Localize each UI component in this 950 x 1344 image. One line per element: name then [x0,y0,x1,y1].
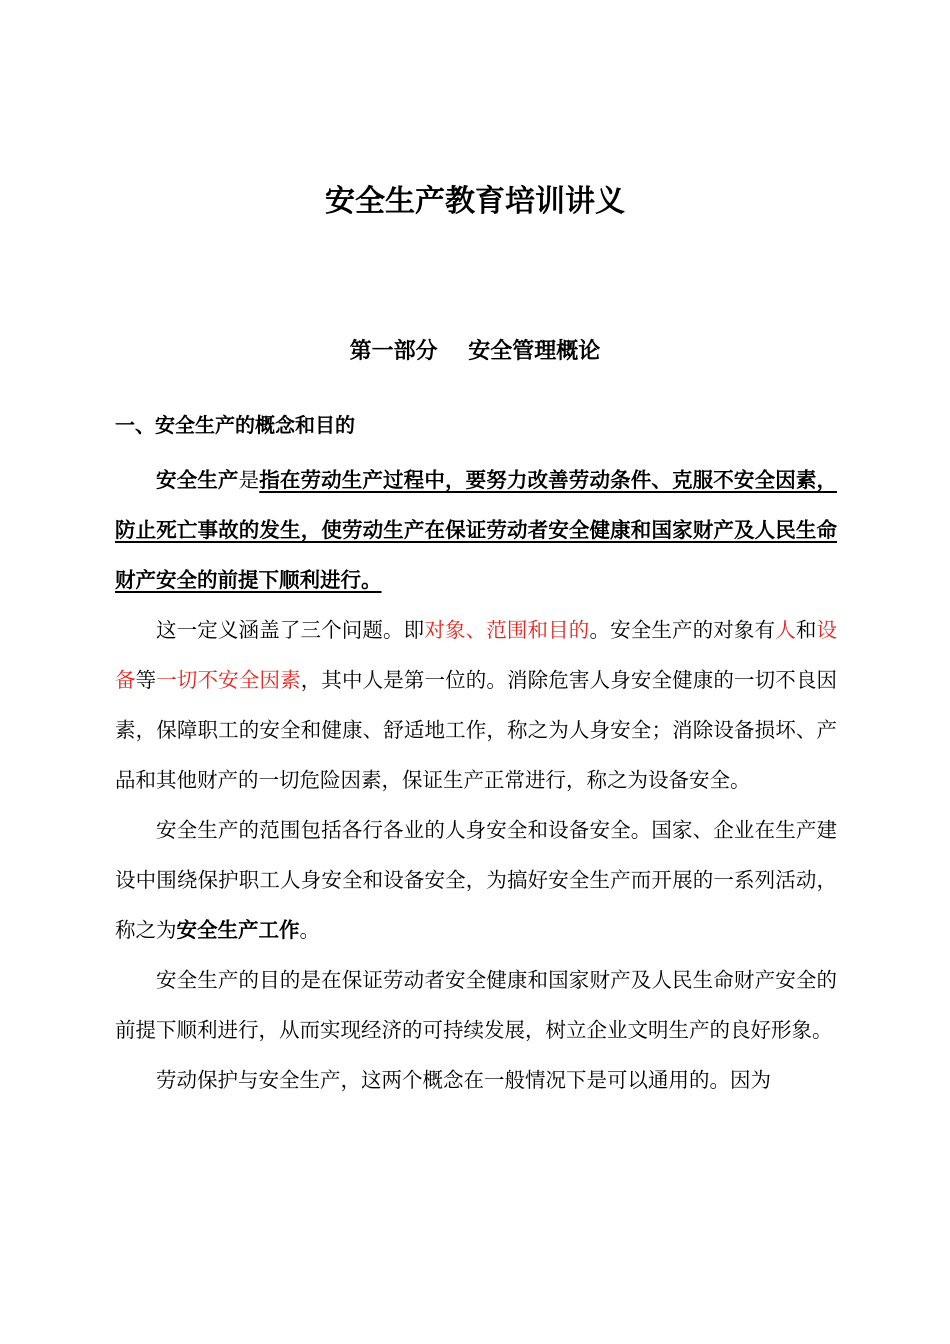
part-heading: 第一部分 安全管理概论 [349,339,601,364]
scope-text-5: ，其中人是第一位的。消除危害人身安全健康的一切不良因素，保障职工的安全和健康、舒适地工作，称之为人身安全；消除设备损坏、产品和其他财产的一切危险因素，保证生产正常进行，称之为设备安全。 [115,668,838,792]
definition-term: 安全生产 [156,468,239,492]
scope-highlight-people: 人 [775,618,796,642]
scope-paragraph [115,605,837,805]
scope-highlight-objects: 对象、范围和目的 [424,618,590,642]
scope-highlight-unsafe-factors: 一切不安全因素 [156,668,301,692]
scope-text-1: 这一定义涵盖了三个问题。即 [156,618,425,642]
scope-text-2: 。安全生产的对象有 [589,618,776,642]
scope-text-4: 等 [135,668,157,692]
scope-text-3: 和 [795,618,817,642]
section-heading: 一、安全生产的概念和目的 [115,413,355,437]
purpose-paragraph: 安全生产的目的是在保证劳动者安全健康和国家财产及人民生命财产安全的前提下顺利进行，从而实现经济的可持续发展，树立企业文明生产的良好形象。 [115,968,837,1042]
labor-protection-paragraph: 劳动保护与安全生产，这两个概念在一般情况下是可以通用的。因为 [156,1068,771,1092]
definition-paragraph [115,455,837,605]
range-text-1: 安全生产的范围包括各行各业的人身安全和设备安全。国家、企业在生产建设中围绕保护职工人身安全和设备安全，为搞好安全生产而开展的一系列活动，称之为 [115,818,837,942]
scope-highlight-equipment: 设备 [115,618,837,692]
definition-connector: 是 [238,468,260,492]
range-bold-term: 安全生产工作 [176,918,300,942]
range-paragraph [115,805,837,955]
document-title: 安全生产教育培训讲义 [325,184,625,219]
range-text-2: 。 [299,918,320,942]
definition-text: 指在劳动生产过程中，要努力改善劳动条件、克服不安全因素，防止死亡事故的发生，使劳动生产在保证劳动者安全健康和国家财产及人民生命财产安全的前提下顺利进行。 [115,468,837,592]
document-body [115,455,837,1105]
